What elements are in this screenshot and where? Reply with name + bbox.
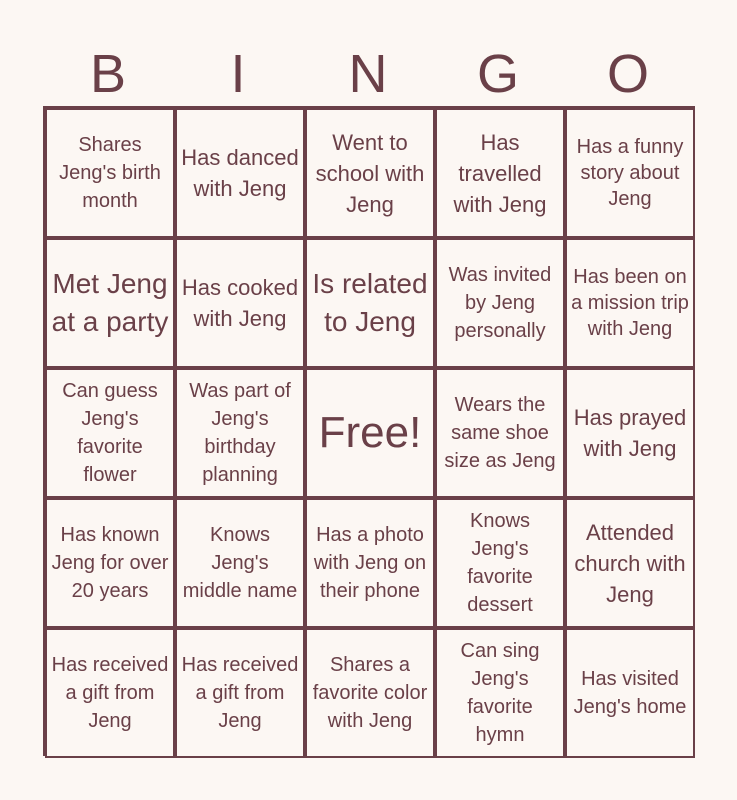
cell-text: Can sing Jeng's favorite hymn — [460, 640, 540, 746]
bingo-cell-r3c1[interactable] — [45, 368, 175, 498]
cell-text: Has danced with Jeng — [181, 145, 299, 201]
header-letter-o: O — [606, 44, 649, 104]
bingo-cell-r1c1[interactable] — [45, 108, 175, 238]
bingo-cell-r1c4[interactable] — [435, 108, 565, 238]
cell-text: Has known Jeng for over 20 years — [51, 524, 169, 602]
cell-text: Went to school with Jeng — [315, 129, 425, 217]
cell-text: Knows Jeng's favorite dessert — [467, 510, 533, 616]
cell-text: Has received a gift from Jeng — [51, 654, 169, 732]
bingo-cell-r5c1[interactable] — [45, 628, 175, 758]
cell-text: Has travelled with Jeng — [453, 129, 547, 217]
cell-text: Wears the same shoe size as Jeng — [444, 394, 556, 472]
cell-text: Has a funny story about Jeng — [576, 136, 684, 210]
bingo-cell-r1c5[interactable] — [565, 108, 695, 238]
bingo-cell-r4c5[interactable] — [565, 498, 695, 628]
bingo-cell-r2c3[interactable] — [305, 238, 435, 368]
bingo-cell-r3c2[interactable] — [175, 368, 305, 498]
cell-text: Knows Jeng's middle name — [182, 524, 298, 602]
cell-text: Has prayed with Jeng — [573, 405, 687, 461]
header-letter-g: G — [476, 44, 519, 104]
bingo-cell-r5c3[interactable] — [305, 628, 435, 758]
cell-text: Has a photo with Jeng on their phone — [313, 524, 427, 602]
bingo-card — [43, 106, 695, 756]
cell-text: Has visited Jeng's home — [573, 668, 687, 718]
cell-text: Has cooked with Jeng — [181, 275, 299, 331]
bingo-cell-r4c2[interactable] — [175, 498, 305, 628]
cell-text: Has received a gift from Jeng — [181, 654, 299, 732]
cell-text: Shares Jeng's birth month — [59, 134, 161, 212]
bingo-cell-r2c4[interactable] — [435, 238, 565, 368]
bingo-cell-free[interactable] — [305, 368, 435, 498]
bingo-cell-r3c4[interactable] — [435, 368, 565, 498]
header-letter-n: N — [348, 44, 388, 104]
bingo-cell-r2c5[interactable] — [565, 238, 695, 368]
header-letter-b: B — [89, 44, 127, 104]
cell-text: Can guess Jeng's favorite flower — [62, 380, 158, 486]
bingo-cell-r4c4[interactable] — [435, 498, 565, 628]
cell-text: Met Jeng at a party — [51, 268, 169, 337]
cell-text: Shares a favorite color with Jeng — [312, 654, 428, 732]
bingo-cell-r2c1[interactable] — [45, 238, 175, 368]
bingo-cell-r5c5[interactable] — [565, 628, 695, 758]
cell-text: Free! — [318, 408, 422, 457]
bingo-header — [43, 42, 693, 106]
bingo-cell-r3c5[interactable] — [565, 368, 695, 498]
bingo-cell-r5c4[interactable] — [435, 628, 565, 758]
bingo-cell-r4c3[interactable] — [305, 498, 435, 628]
cell-text: Attended church with Jeng — [574, 519, 686, 607]
cell-text: Has been on a mission trip with Jeng — [571, 266, 689, 340]
header-letter-i: I — [230, 44, 246, 104]
bingo-cell-r4c1[interactable] — [45, 498, 175, 628]
cell-text: Was invited by Jeng personally — [448, 264, 552, 342]
bingo-cell-r5c2[interactable] — [175, 628, 305, 758]
bingo-cell-r1c3[interactable] — [305, 108, 435, 238]
bingo-cell-r1c2[interactable] — [175, 108, 305, 238]
cell-text: Is related to Jeng — [312, 268, 428, 337]
cell-text: Was part of Jeng's birthday planning — [189, 380, 291, 486]
bingo-cell-r2c2[interactable] — [175, 238, 305, 368]
